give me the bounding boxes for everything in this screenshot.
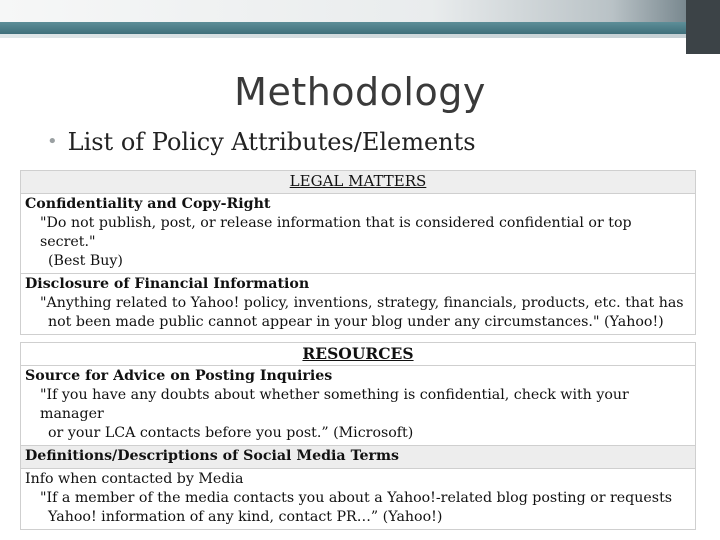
row-quote — [25, 489, 691, 527]
banner-teal-stripe — [0, 22, 720, 34]
banner-gradient — [0, 0, 720, 22]
quote-line: not been made public cannot appear in your blog under any circumstances." (Yahoo!) — [48, 314, 664, 330]
quote-line: "If you have any doubts about whether something is confidential, check with your manager — [40, 387, 629, 422]
row-heading: Info when contacted by Media — [25, 471, 244, 487]
bullet-dot-icon: • — [47, 131, 58, 152]
legal-matters-table — [20, 170, 696, 335]
slide-top-banner — [0, 0, 720, 34]
row-heading: Definitions/Descriptions of Social Media Terms — [25, 448, 399, 464]
row-quote — [25, 386, 691, 443]
table-cell — [21, 366, 696, 446]
table-row — [21, 469, 696, 530]
quote-line: "If a member of the media contacts you about a Yahoo!-related blog posting or requests — [40, 490, 673, 506]
quote-line: "Anything related to Yahoo! policy, inventions, strategy, financials, products, etc. that has — [40, 295, 684, 311]
table-row — [21, 274, 696, 335]
row-quote — [25, 294, 691, 332]
table-cell — [21, 194, 696, 274]
row-heading: Disclosure of Financial Information — [25, 276, 310, 292]
resources-table — [20, 342, 696, 530]
table-row — [21, 194, 696, 274]
legal-header: LEGAL MATTERS — [21, 171, 696, 194]
table-cell — [21, 469, 696, 530]
quote-line: "Do not publish, post, or release information that is considered confidential or top secret." — [40, 215, 632, 250]
banner-rule — [0, 34, 720, 38]
table-header-row — [21, 171, 696, 194]
table-row — [21, 366, 696, 446]
row-heading: Confidentiality and Copy-Right — [25, 196, 271, 212]
bullet-text: List of Policy Attributes/Elements — [67, 128, 476, 156]
table-header-row — [21, 343, 696, 366]
quote-line: Yahoo! information of any kind, contact PR…” (Yahoo!) — [48, 509, 443, 525]
banner-corner-block — [686, 0, 720, 54]
bullet-item — [47, 128, 476, 156]
slide-title: Methodology — [234, 70, 486, 114]
row-heading: Source for Advice on Posting Inquiries — [25, 368, 333, 384]
quote-line: or your LCA contacts before you post.” (Microsoft) — [48, 425, 414, 441]
table-cell — [21, 274, 696, 335]
resources-header: RESOURCES — [21, 343, 696, 366]
row-quote — [25, 214, 691, 271]
table-row — [21, 446, 696, 469]
table-cell — [21, 446, 696, 469]
quote-line: (Best Buy) — [48, 253, 123, 269]
